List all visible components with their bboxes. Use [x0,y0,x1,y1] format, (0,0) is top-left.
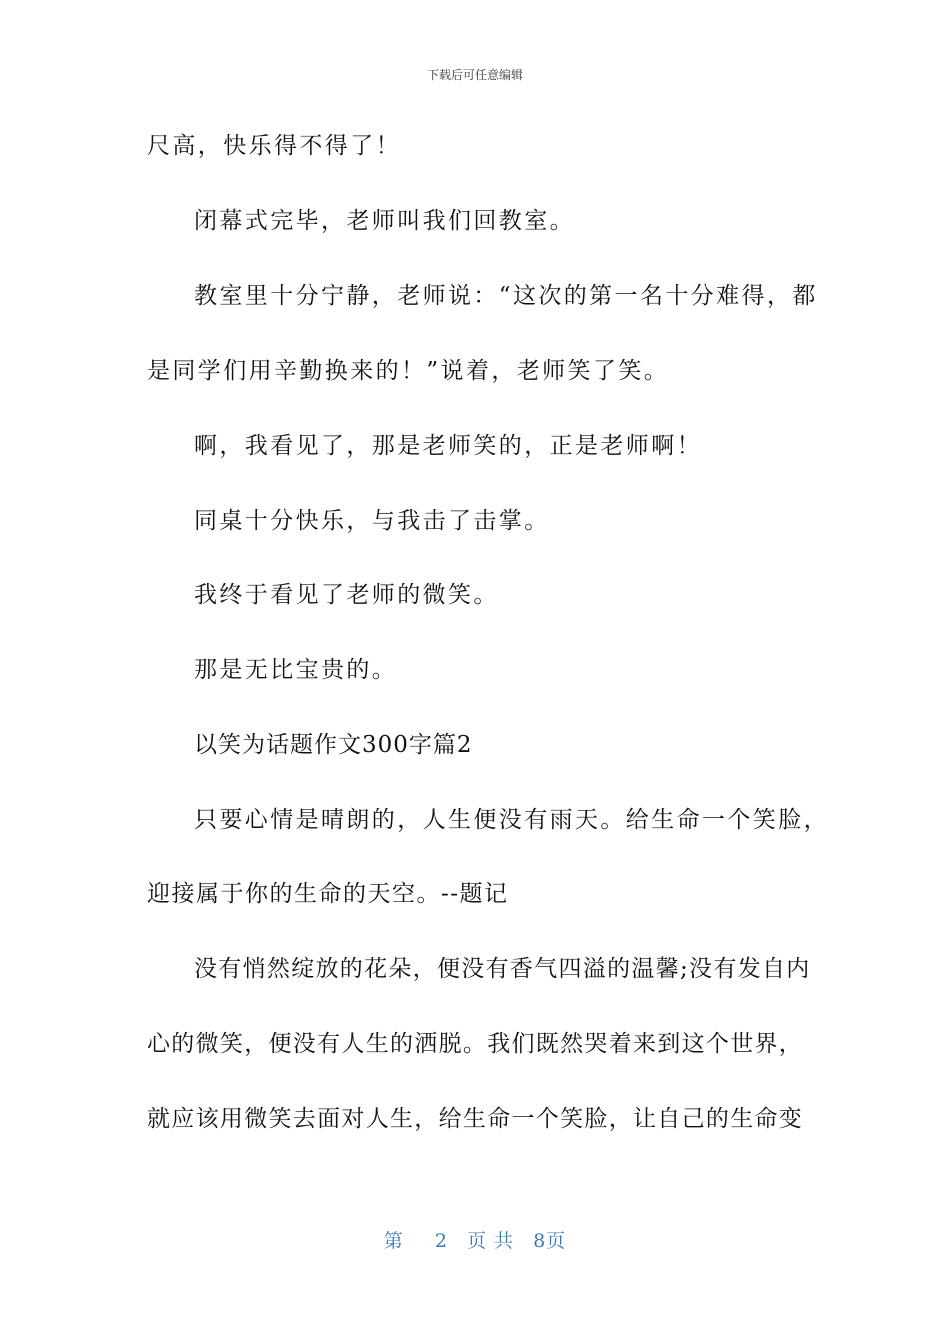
section-heading: 以笑为话题作文300字篇2 [194,732,473,758]
footer-total-pages: 8页 [533,1230,567,1252]
text-line: 啊，我看见了，那是老师笑的，正是老师啊！ [194,433,702,459]
footer-current-page: 2 [434,1230,448,1252]
text-line: 教室里十分宁静，老师说：“这次的第一名十分难得，都 [194,283,818,309]
text-line: 只要心情是晴朗的，人生便没有雨天。给生命一个笑脸， [194,807,829,833]
text-line: 尺高，快乐得不得了！ [147,133,401,159]
footer-middle: 页 共 [467,1230,515,1252]
text-line: 那是无比宝贵的。 [194,657,398,683]
text-line: 就应该用微笑去面对人生，给生命一个笑脸，让自己的生命变 [147,1106,804,1132]
page-footer [0,1226,950,1253]
text-line: 是同学们用辛勤换来的！”说着，老师笑了笑。 [147,358,670,384]
page-header: 下载后可任意编辑 [426,68,523,82]
text-line: 闭幕式完毕，老师叫我们回教室。 [194,208,575,234]
text-line: 同桌十分快乐，与我击了击掌。 [194,508,550,534]
text-line: 心的微笑，便没有人生的洒脱。我们既然哭着来到这个世界， [147,1031,804,1057]
text-line: 迎接属于你的生命的天空。--题记 [147,881,509,907]
footer-prefix: 第 [383,1230,404,1252]
text-line: 没有悄然绽放的花朵，便没有香气四溢的温馨;没有发自内 [194,956,811,982]
text-line: 我终于看见了老师的微笑。 [194,582,499,608]
